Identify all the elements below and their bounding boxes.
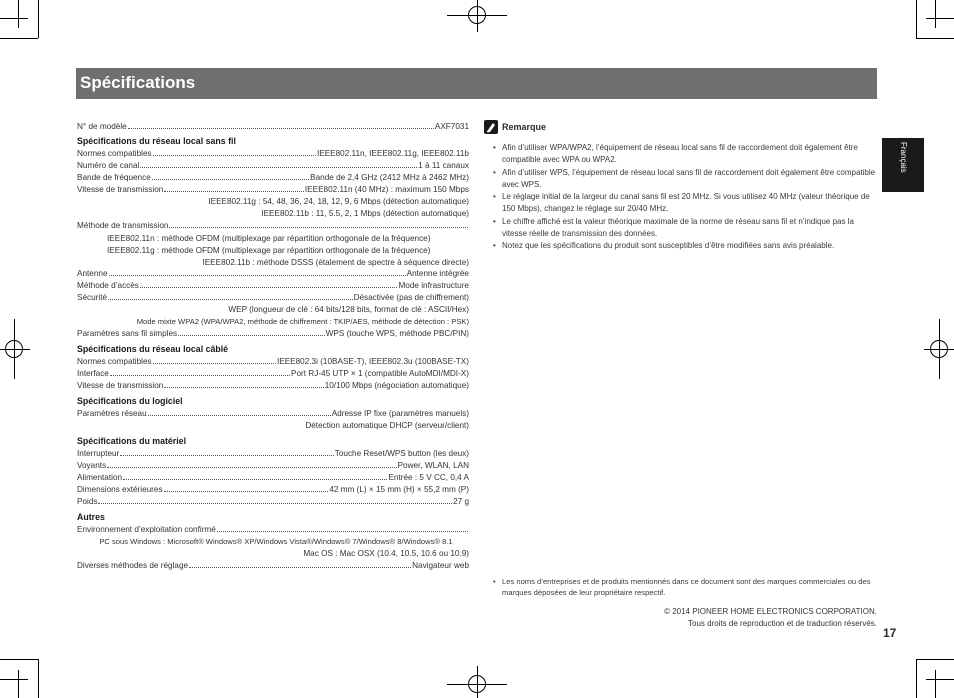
note-item-text: Afin d’utiliser WPA/WPA2, l’équipement de réseau local sans fil de raccordement doit également être compatible avec WPA ou WPA2. xyxy=(502,143,858,164)
spec-row xyxy=(77,524,469,535)
spec-label: Poids xyxy=(77,497,98,506)
spec-row xyxy=(77,484,469,495)
spec-label: Voyants xyxy=(77,461,107,470)
spec-value: 1 à 11 canaux xyxy=(418,161,469,170)
page-title: Spécifications xyxy=(80,73,196,92)
spec-label: Méthode d’accès xyxy=(77,281,139,290)
section-heading-software: Spécifications du logiciel xyxy=(77,396,183,406)
leader-dots xyxy=(98,496,452,504)
note-item xyxy=(493,240,880,252)
trademark-notice xyxy=(493,576,880,598)
spec-row xyxy=(77,472,469,483)
spec-value: Antenne intégrée xyxy=(406,269,469,278)
spec-value: IEEE802.11n, IEEE802.11g, IEEE802.11b xyxy=(316,149,469,158)
spec-row xyxy=(77,172,469,183)
spec-label: Normes compatibles xyxy=(77,357,152,366)
leader-dots xyxy=(110,368,290,376)
spec-label: Alimentation xyxy=(77,473,123,482)
spec-value: IEEE802.11n (40 MHz) : maximum 150 Mbps xyxy=(304,185,469,194)
language-tab xyxy=(882,138,924,192)
spec-value: Touche Reset/WPS button (les deux) xyxy=(334,449,469,458)
spec-label: N° de modèle xyxy=(77,122,127,131)
spec-row xyxy=(77,408,469,419)
spec-continuation: Mac OS : Mac OSX (10.4, 10.5, 10.6 ou 10.9) xyxy=(303,549,469,558)
spec-value: Mode infrastructure xyxy=(398,281,469,290)
leader-dots xyxy=(169,220,468,228)
spec-value: Port RJ-45 UTP × 1 (compatible AutoMDI/MDI-X) xyxy=(291,369,469,378)
spec-label: Numéro de canal xyxy=(77,161,140,170)
copyright: © 2014 PIONEER HOME ELECTRONICS CORPORATION. xyxy=(664,607,877,616)
spec-continuation: IEEE802.11g : méthode OFDM (multiplexage par répartition orthogonale de la fréquence) xyxy=(107,246,431,255)
note-pencil-icon xyxy=(484,120,498,134)
spec-label: Interrupteur xyxy=(77,449,120,458)
spec-row xyxy=(77,220,469,231)
leader-dots xyxy=(107,460,396,468)
section-heading-wireless: Spécifications du réseau local sans fil xyxy=(77,136,236,146)
spec-label: Antenne xyxy=(77,269,108,278)
spec-row xyxy=(77,160,469,171)
spec-value: Entrée : 5 V CC, 0,4 A xyxy=(388,473,469,482)
spec-continuation: IEEE802.11b : méthode DSSS (étalement de spectre à séquence directe) xyxy=(202,258,469,267)
spec-value: IEEE802.3i (10BASE-T), IEEE802.3u (100BASE-TX) xyxy=(276,357,469,366)
spec-row xyxy=(77,380,469,391)
spec-continuation: Mode mixte WPA2 (WPA/WPA2, méthode de chiffrement : TKIP/AES, méthode de détection : PSK) xyxy=(136,317,469,326)
bullet-marker: • xyxy=(493,577,496,586)
spec-value: WPS (touche WPS, méthode PBC/PIN) xyxy=(325,329,469,338)
spec-value: Power, WLAN, LAN xyxy=(397,461,469,470)
bullet-marker: • xyxy=(493,241,496,250)
bullet-marker: • xyxy=(493,168,496,177)
spec-row xyxy=(77,496,469,507)
spec-label: Bande de fréquence xyxy=(77,173,151,182)
leader-dots xyxy=(140,280,398,288)
leader-dots xyxy=(109,268,406,276)
spec-value: Désactivée (pas de chiffrement) xyxy=(353,293,469,302)
bullet-marker: • xyxy=(493,217,496,226)
note-title: Remarque xyxy=(502,122,547,132)
spec-label: Sécurité xyxy=(77,293,108,302)
spec-row-model xyxy=(77,121,469,132)
spec-label: Environnement d’exploitation confirmé xyxy=(77,525,216,534)
spec-value: AXF7031 xyxy=(434,122,469,131)
spec-label: Vitesse de transmission xyxy=(77,185,164,194)
spec-label: Normes compatibles xyxy=(77,149,152,158)
bullet-marker: • xyxy=(493,143,496,152)
leader-dots xyxy=(123,472,387,480)
leader-dots xyxy=(153,148,316,156)
spec-row xyxy=(77,448,469,459)
note-item-text: Notez que les spécifications du produit sont susceptibles d’être modifiées sans avis préalable. xyxy=(502,241,835,250)
spec-continuation: Détection automatique DHCP (serveur/client) xyxy=(305,421,469,430)
spec-value: Bande de 2,4 GHz (2412 MHz à 2462 MHz) xyxy=(310,173,469,182)
spec-value: Adresse IP fixe (paramètres manuels) xyxy=(331,409,469,418)
leader-dots xyxy=(108,292,353,300)
language-tab-label: Français xyxy=(899,142,908,173)
spec-label: Méthode de transmission xyxy=(77,221,169,230)
spec-row xyxy=(77,560,469,571)
rights-reserved: Tous droits de reproduction et de traduction réservés. xyxy=(688,619,877,628)
spec-continuation: IEEE802.11g : 54, 48, 36, 24, 18, 12, 9, 6 Mbps (détection automatique) xyxy=(208,197,469,206)
leader-dots xyxy=(164,484,329,492)
spec-row xyxy=(77,368,469,379)
spec-row xyxy=(77,292,469,303)
leader-dots xyxy=(128,121,434,129)
section-heading-wired: Spécifications du réseau local câblé xyxy=(77,344,229,354)
spec-row xyxy=(77,280,469,291)
spec-value: 27 g xyxy=(453,497,469,506)
leader-dots xyxy=(164,380,323,388)
spec-continuation: PC sous Windows : Microsoft® Windows® XP/Windows Vista®/Windows® 7/Windows® 8/Windows® 8.1 xyxy=(99,537,453,546)
spec-value: 10/100 Mbps (négociation automatique) xyxy=(324,381,469,390)
spec-label: Interface xyxy=(77,369,109,378)
note-item-text: Le réglage initial de la largeur du canal sans fil est 20 MHz. Si vous utilisez 40 MHz (valeur théorique de 150 Mbps), changez le réglage sur 20/40 MHz. xyxy=(502,192,870,213)
spec-label: Paramètres réseau xyxy=(77,409,147,418)
spec-value: Navigateur web xyxy=(412,561,469,570)
page-number: 17 xyxy=(883,626,897,640)
leader-dots xyxy=(217,524,468,532)
note-item xyxy=(493,167,880,191)
spec-row xyxy=(77,460,469,471)
leader-dots xyxy=(148,408,331,416)
spec-row xyxy=(77,268,469,279)
leader-dots xyxy=(164,184,304,192)
leader-dots xyxy=(178,328,325,336)
leader-dots xyxy=(189,560,411,568)
note-item xyxy=(493,191,880,215)
spec-row xyxy=(77,328,469,339)
section-heading-hardware: Spécifications du matériel xyxy=(77,436,187,446)
spec-label: Paramètres sans fil simples xyxy=(77,329,178,338)
spec-label: Dimensions extérieures xyxy=(77,485,163,494)
spec-label: Diverses méthodes de réglage xyxy=(77,561,189,570)
note-item xyxy=(493,216,880,240)
spec-label: Vitesse de transmission xyxy=(77,381,164,390)
spec-value: 42 mm (L) × 15 mm (H) × 55,2 mm (P) xyxy=(329,485,469,494)
spec-continuation: IEEE802.11b : 11, 5.5, 2, 1 Mbps (détection automatique) xyxy=(261,209,469,218)
spec-row xyxy=(77,184,469,195)
note-item xyxy=(493,142,880,166)
leader-dots xyxy=(120,448,333,456)
spec-row xyxy=(77,356,469,367)
leader-dots xyxy=(153,356,276,364)
spec-continuation: WEP (longueur de clé : 64 bits/128 bits, format de clé : ASCII/Hex) xyxy=(228,305,469,314)
note-item-text: Le chiffre affiché est la valeur théorique maximale de la norme de réseau sans fil et n’indique pas la vitesse réelle de transmission des données. xyxy=(502,217,854,238)
spec-continuation: IEEE802.11n : méthode OFDM (multiplexage par répartition orthogonale de la fréquence) xyxy=(107,234,431,243)
leader-dots xyxy=(140,160,417,168)
leader-dots xyxy=(152,172,309,180)
title-bar xyxy=(76,68,877,99)
bullet-marker: • xyxy=(493,192,496,201)
trademark-text: Les noms d’entreprises et de produits mentionnés dans ce document sont des marques commerciales ou des marques déposées de leur propriétaire respectif. xyxy=(502,577,871,597)
note-item-text: Afin d’utiliser WPS, l’équipement de réseau local sans fil de raccordement doit également être compatible avec WPS. xyxy=(502,168,876,189)
spec-row xyxy=(77,148,469,159)
section-heading-others: Autres xyxy=(77,512,105,522)
